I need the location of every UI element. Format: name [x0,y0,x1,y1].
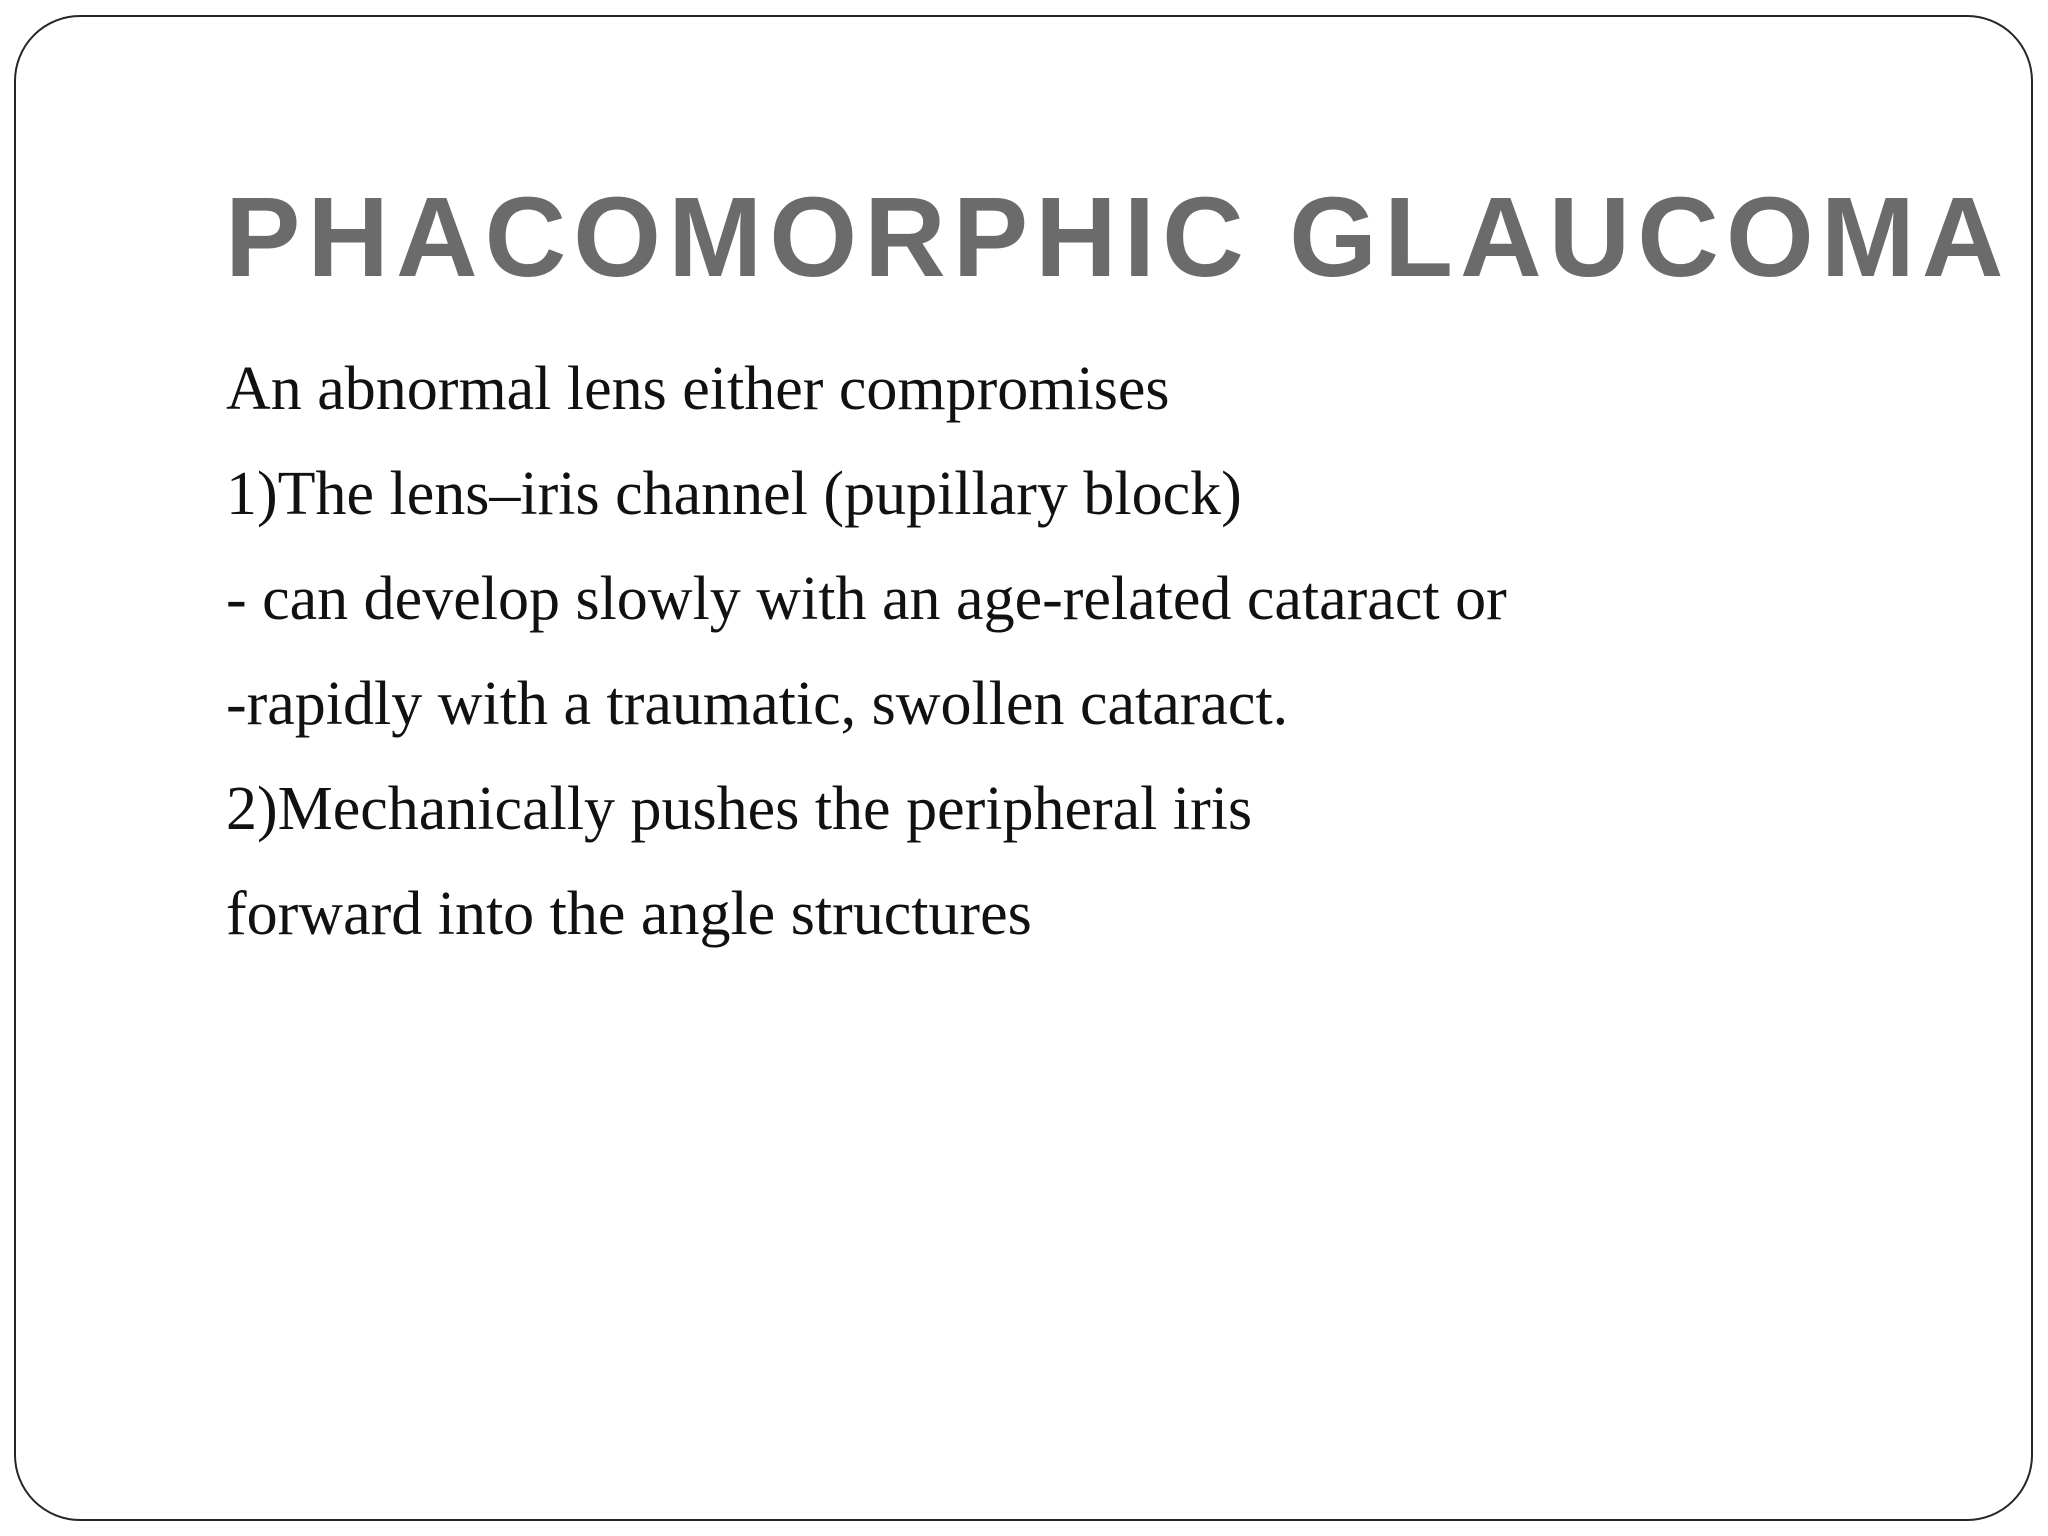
body-line: 2)Mechanically pushes the peripheral iris [226,775,1253,843]
body-line: forward into the angle structures [226,880,1032,948]
slide-title: PHACOMORPHIC GLAUCOMA [225,174,2011,300]
body-line: -rapidly with a traumatic, swollen cataract. [226,670,1289,738]
body-line: 1)The lens–iris channel (pupillary block) [226,460,1242,528]
body-line: An abnormal lens either compromises [226,355,1170,423]
body-line: - can develop slowly with an age-related cataract or [226,565,1507,633]
